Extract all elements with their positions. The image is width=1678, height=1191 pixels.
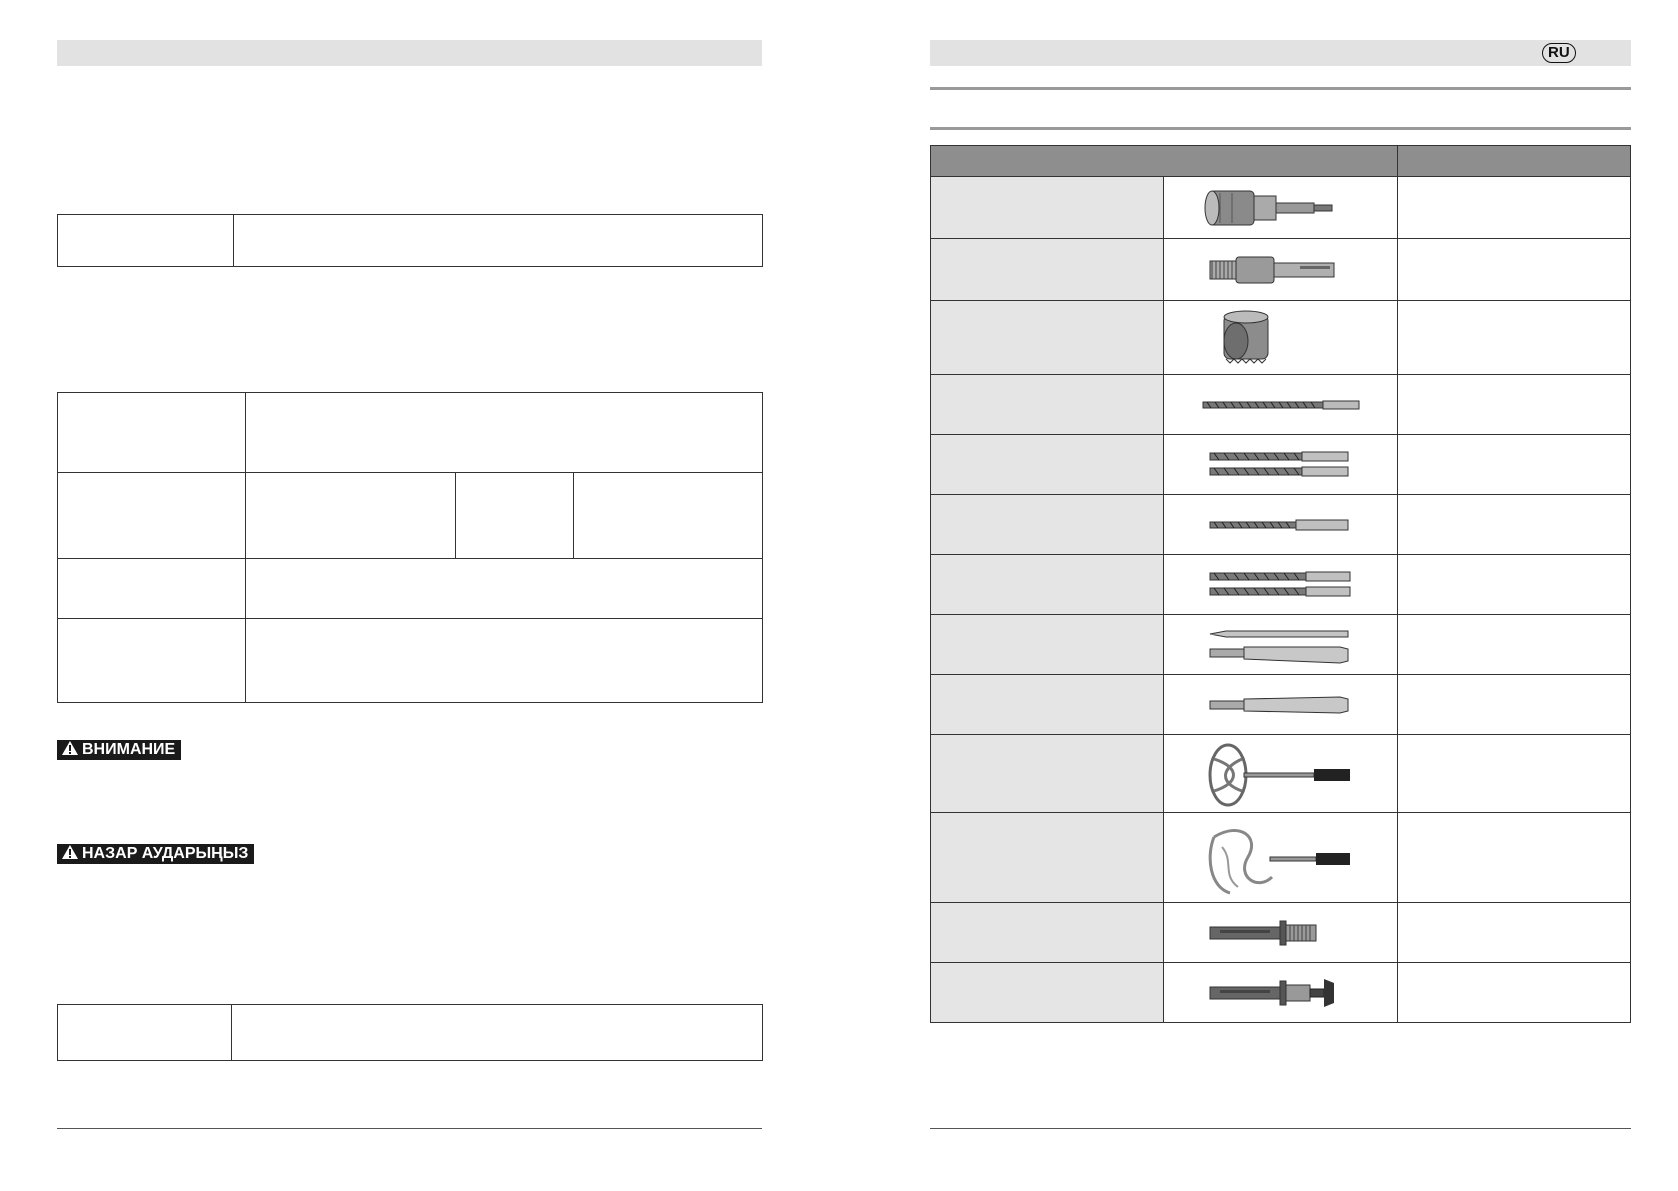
table-cell [1397, 813, 1630, 903]
table-cell [1164, 495, 1397, 555]
table-row [931, 435, 1631, 495]
table-cell [58, 473, 246, 559]
left-table-3 [57, 1004, 763, 1061]
sds-plus-drill-bits-pair-icon [1200, 449, 1360, 481]
table-row [931, 675, 1631, 735]
table-cell [1397, 435, 1630, 495]
table-cell [1164, 963, 1397, 1023]
table-cell [931, 435, 1164, 495]
table-header-cell [1397, 146, 1630, 177]
sds-adapter-icon [1200, 917, 1360, 949]
table-cell [931, 375, 1164, 435]
table-row [931, 301, 1631, 375]
table-cell [931, 903, 1164, 963]
table-cell [1164, 813, 1397, 903]
table-cell [931, 239, 1164, 301]
table-row [931, 963, 1631, 1023]
right-header-bar [930, 40, 1631, 66]
right-rule-1 [930, 87, 1631, 90]
table-cell [232, 1005, 763, 1061]
table-cell [58, 1005, 232, 1061]
table-row [931, 239, 1631, 301]
table-cell [1397, 239, 1630, 301]
table-cell [58, 393, 246, 473]
sds-chuck-adapter-icon [1200, 975, 1360, 1011]
table-row [931, 555, 1631, 615]
left-table-1 [57, 214, 763, 267]
table-cell [1397, 495, 1630, 555]
table-header-row [931, 146, 1631, 177]
table-cell [931, 555, 1164, 615]
table-row [931, 495, 1631, 555]
warning-badge-ru-label: ВНИМАНИЕ [82, 741, 176, 758]
table-row [931, 903, 1631, 963]
left-footer-line [57, 1128, 762, 1129]
table-cell [1397, 903, 1630, 963]
table-cell [931, 735, 1164, 813]
table-cell [234, 215, 763, 267]
core-bit-crown-icon [1200, 305, 1360, 371]
warning-triangle-icon [61, 844, 79, 860]
table-cell [574, 473, 763, 559]
paddle-mixer-icon [1200, 739, 1360, 809]
table-cell [246, 559, 763, 619]
right-footer-line [930, 1128, 1631, 1129]
left-table-2 [57, 392, 763, 703]
table-cell [1397, 375, 1630, 435]
sds-plus-drill-bit-icon [1200, 515, 1360, 535]
table-row [931, 375, 1631, 435]
table-cell [931, 615, 1164, 675]
table-cell [58, 559, 246, 619]
table-cell [1397, 555, 1630, 615]
table-row [931, 735, 1631, 813]
core-bit-with-shank-icon [1200, 183, 1360, 233]
table-cell [1164, 615, 1397, 675]
accessories-table [930, 145, 1631, 1023]
warning-badge-kz-label: НАЗАР АУДАРЫҢЫЗ [82, 845, 249, 862]
table-cell [58, 619, 246, 703]
table-cell [1164, 239, 1397, 301]
flat-chisel-icon [1200, 693, 1360, 717]
table-row [931, 177, 1631, 239]
table-cell [1397, 675, 1630, 735]
table-cell [1164, 177, 1397, 239]
table-cell [931, 963, 1164, 1023]
warning-badge-ru [57, 740, 181, 760]
table-cell [246, 393, 763, 473]
table-row [931, 813, 1631, 903]
table-cell [931, 675, 1164, 735]
long-drill-bit-icon [1197, 395, 1363, 415]
table-cell [1164, 555, 1397, 615]
table-cell [1397, 963, 1630, 1023]
table-cell [58, 215, 234, 267]
table-cell [1164, 435, 1397, 495]
table-cell [1397, 615, 1630, 675]
table-cell [1164, 903, 1397, 963]
table-cell [1397, 177, 1630, 239]
warning-triangle-icon [61, 740, 79, 756]
table-cell [1397, 735, 1630, 813]
table-cell [931, 177, 1164, 239]
table-cell [1397, 301, 1630, 375]
right-rule-2 [930, 127, 1631, 130]
language-badge: RU [1542, 43, 1576, 63]
pointed-and-flat-chisels-icon [1200, 625, 1360, 665]
table-cell [931, 301, 1164, 375]
table-cell [931, 813, 1164, 903]
table-row [931, 615, 1631, 675]
table-header-cell [931, 146, 1398, 177]
sds-max-drill-bits-pair-icon [1200, 569, 1360, 601]
table-cell [1164, 675, 1397, 735]
spiral-mixer-icon [1200, 817, 1360, 899]
left-header-bar [57, 40, 762, 66]
core-bit-adapter-icon [1200, 248, 1360, 292]
warning-badge-kz [57, 844, 254, 864]
table-cell [456, 473, 574, 559]
table-cell [246, 473, 456, 559]
table-cell [1164, 375, 1397, 435]
table-cell [1164, 735, 1397, 813]
table-cell [931, 495, 1164, 555]
table-cell [246, 619, 763, 703]
table-cell [1164, 301, 1397, 375]
